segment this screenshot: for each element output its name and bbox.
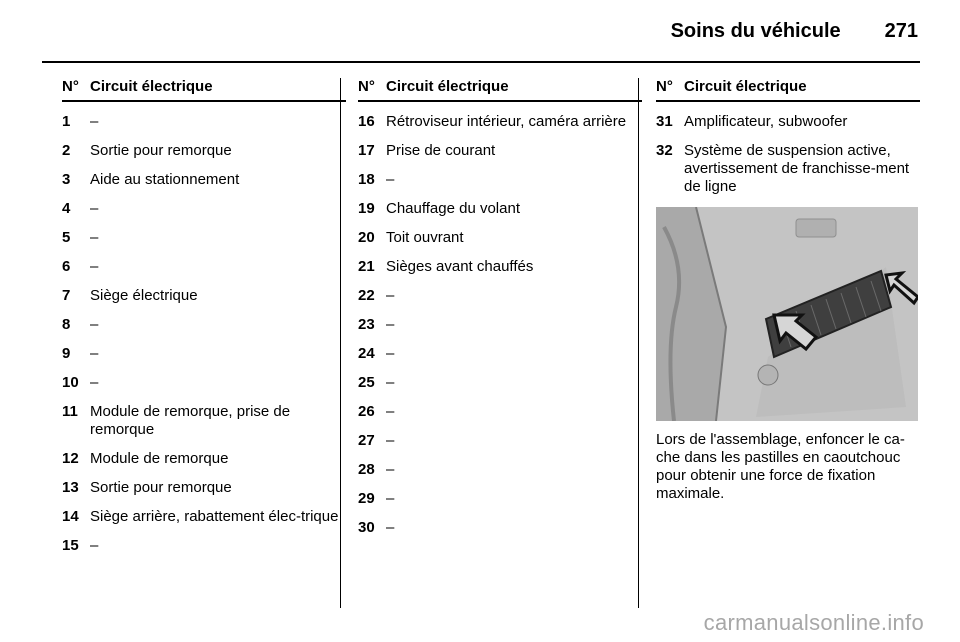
- table-row: [358, 461, 642, 479]
- circuit-name: –: [90, 113, 99, 130]
- fuse-table-column-1: [62, 78, 346, 566]
- fuse-number: 6: [62, 258, 71, 275]
- fuse-table-column-3: [656, 78, 920, 503]
- column-divider: [340, 78, 341, 608]
- fuse-number: 20: [358, 229, 375, 246]
- table-row: [62, 113, 346, 131]
- circuit-name: Prise de courant: [386, 142, 496, 159]
- table-row: [62, 258, 346, 276]
- table-row: [62, 345, 346, 363]
- table-row: [62, 508, 346, 526]
- circuit-column-header: Circuit électrique: [684, 78, 807, 95]
- table-header: [358, 78, 642, 102]
- fuse-number: 11: [62, 403, 78, 420]
- fuse-number: 1: [62, 113, 71, 130]
- table-row: [358, 258, 642, 276]
- circuit-name: Sortie pour remorque: [90, 479, 232, 496]
- circuit-name: Amplificateur, subwoofer: [684, 113, 848, 130]
- page-number: 271: [884, 20, 918, 42]
- fuse-number: 21: [358, 258, 375, 275]
- table-row: [358, 316, 642, 334]
- circuit-name: –: [90, 316, 99, 333]
- fuse-number: 14: [62, 508, 79, 525]
- table-row: [62, 287, 346, 305]
- circuit-name: –: [386, 432, 395, 449]
- table-row: [358, 142, 642, 160]
- fuse-number: 30: [358, 519, 375, 536]
- table-row: [62, 200, 346, 218]
- circuit-name: –: [90, 537, 99, 554]
- circuit-name: Aide au stationnement: [90, 171, 240, 188]
- header-rule: [42, 61, 920, 63]
- page-header: [671, 20, 918, 43]
- circuit-name: –: [386, 490, 395, 507]
- table-row: [62, 142, 346, 160]
- circuit-name: –: [386, 287, 395, 304]
- circuit-name: Siège arrière, rabattement élec-trique: [90, 508, 339, 525]
- fuse-number: 23: [358, 316, 375, 333]
- circuit-name: –: [90, 200, 99, 217]
- table-row: [62, 171, 346, 189]
- assembly-note: Lors de l'assemblage, enfoncer le ca-che dans les pastilles en caoutchouc pour obtenir une force de fixation maximale.: [656, 431, 905, 502]
- fuse-number: 22: [358, 287, 375, 304]
- table-row: [358, 229, 642, 247]
- circuit-name: –: [90, 258, 99, 275]
- fuse-number: 29: [358, 490, 375, 507]
- circuit-name: –: [386, 374, 395, 391]
- circuit-name: Rétroviseur intérieur, caméra arrière: [386, 113, 627, 130]
- table-row: [358, 171, 642, 189]
- fuse-number: 28: [358, 461, 375, 478]
- watermark: carmanualsonline.info: [703, 610, 924, 635]
- number-column-header: N°: [358, 78, 375, 95]
- fuse-number: 7: [62, 287, 71, 304]
- circuit-name: Module de remorque, prise de remorque: [90, 403, 291, 438]
- fuse-number: 12: [62, 450, 79, 467]
- fuse-number: 10: [62, 374, 79, 391]
- circuit-name: –: [386, 171, 395, 188]
- fuse-number: 16: [358, 113, 375, 130]
- table-header: [62, 78, 346, 102]
- fuse-number: 19: [358, 200, 375, 217]
- fuse-table-column-2: [358, 78, 642, 548]
- table-row: [358, 200, 642, 218]
- circuit-name: –: [90, 374, 99, 391]
- column-divider: [638, 78, 639, 608]
- fuse-number: 26: [358, 403, 375, 420]
- fuse-number: 4: [62, 200, 71, 217]
- circuit-name: –: [386, 345, 395, 362]
- circuit-name: Chauffage du volant: [386, 200, 520, 217]
- table-row: [656, 142, 920, 196]
- table-header: [656, 78, 920, 102]
- table-row: [62, 316, 346, 334]
- fuse-number: 27: [358, 432, 375, 449]
- fuse-number: 2: [62, 142, 71, 159]
- fuse-number: 5: [62, 229, 71, 246]
- table-row: [358, 113, 642, 131]
- table-row: [62, 479, 346, 497]
- fuse-number: 3: [62, 171, 71, 188]
- table-row: [358, 374, 642, 392]
- table-row: [62, 537, 346, 555]
- fuse-number: 24: [358, 345, 375, 362]
- table-row: [358, 490, 642, 508]
- fuse-number: 31: [656, 113, 673, 130]
- circuit-name: –: [386, 316, 395, 333]
- table-row: [358, 519, 642, 537]
- table-row: [656, 113, 920, 131]
- fuse-number: 17: [358, 142, 375, 159]
- fuse-number: 13: [62, 479, 79, 496]
- table-row: [62, 403, 346, 439]
- fuse-number: 8: [62, 316, 71, 333]
- circuit-name: –: [386, 403, 395, 420]
- circuit-name: –: [386, 519, 395, 536]
- circuit-name: Sortie pour remorque: [90, 142, 232, 159]
- table-row: [358, 345, 642, 363]
- number-column-header: N°: [62, 78, 79, 95]
- fuse-number: 25: [358, 374, 375, 391]
- section-title: Soins du véhicule: [670, 20, 841, 42]
- fuse-number: 15: [62, 537, 79, 554]
- fuse-cover-photo: [656, 207, 918, 421]
- circuit-name: Système de suspension active, avertissement de franchisse-ment de ligne: [684, 142, 910, 195]
- table-row: [62, 450, 346, 468]
- circuit-name: Toit ouvrant: [386, 229, 464, 246]
- table-row: [62, 229, 346, 247]
- circuit-name: Sièges avant chauffés: [386, 258, 534, 275]
- circuit-name: –: [386, 461, 395, 478]
- fuse-number: 32: [656, 142, 673, 159]
- circuit-name: –: [90, 345, 99, 362]
- circuit-name: Module de remorque: [90, 450, 229, 467]
- circuit-name: Siège électrique: [90, 287, 198, 304]
- circuit-column-header: Circuit électrique: [90, 78, 213, 95]
- fuse-number: 9: [62, 345, 71, 362]
- table-row: [358, 287, 642, 305]
- fuse-number: 18: [358, 171, 375, 188]
- circuit-name: –: [90, 229, 99, 246]
- circuit-column-header: Circuit électrique: [386, 78, 509, 95]
- table-row: [358, 432, 642, 450]
- table-row: [358, 403, 642, 421]
- number-column-header: N°: [656, 78, 673, 95]
- table-row: [62, 374, 346, 392]
